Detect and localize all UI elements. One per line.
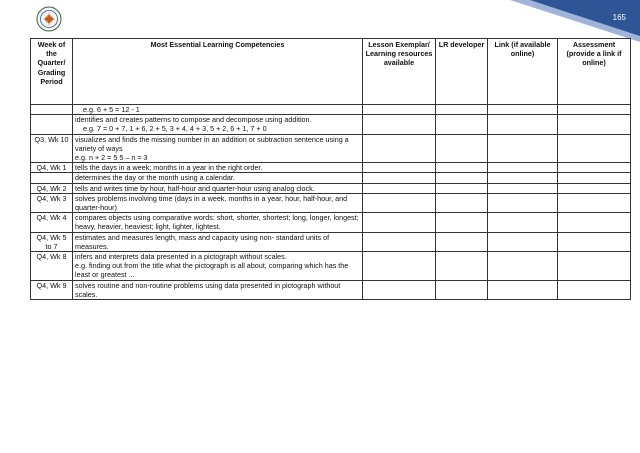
week-cell: Q4, Wk 3	[31, 193, 73, 212]
competency-cell	[73, 134, 363, 163]
week-cell: Q4, Wk 8	[31, 252, 73, 281]
page-number: 165	[612, 13, 626, 22]
competency-example: e.g. finding out from the title what the pictograph is all about, comparing which has the least or greatest ...	[75, 261, 349, 280]
header-week: Week of the Quarter/ Grading Period	[31, 39, 73, 105]
week-cell	[31, 115, 73, 134]
competency-cell: estimates and measures length, mass and capacity using non- standard units of measures.	[73, 232, 363, 251]
table-row	[31, 183, 631, 193]
header-assessment: Assessment (provide a link if online)	[558, 39, 631, 105]
week-cell: Q4, Wk 9	[31, 280, 73, 299]
week-cell: Q4, Wk 5 to 7	[31, 232, 73, 251]
table-row	[31, 232, 631, 251]
table-row	[31, 134, 631, 163]
competency-cell	[73, 252, 363, 281]
competency-cell: determines the day or the month using a calendar.	[73, 173, 363, 183]
competency-cell: tells the days in a week; months in a year in the right order.	[73, 163, 363, 173]
table-row	[31, 252, 631, 281]
competency-cell: solves problems involving time (days in a week, months in a year, hour, half-hour, and quarter-hour)	[73, 193, 363, 212]
table-header-row	[31, 39, 631, 105]
table-row	[31, 280, 631, 299]
header-competencies: Most Essential Learning Competencies	[73, 39, 363, 105]
table-row	[31, 115, 631, 134]
deped-seal-logo	[36, 6, 62, 32]
competency-cell: tells and writes time by hour, half-hour and quarter-hour using analog clock.	[73, 183, 363, 193]
week-cell: Q3, Wk 10	[31, 134, 73, 163]
competency-example: e.g. 7 = 0 + 7, 1 + 6, 2 + 5, 3 + 4, 4 + 3, 5 + 2, 6 + 1, 7 + 0	[83, 124, 267, 134]
week-cell	[31, 105, 73, 115]
competency-text: infers and interprets data presented in a pictograph without scales.	[75, 252, 287, 262]
table-row	[31, 193, 631, 212]
table-row	[31, 213, 631, 232]
header-link: Link (if available online)	[488, 39, 558, 105]
week-cell: Q4, Wk 4	[31, 213, 73, 232]
competency-cell: solves routine and non-routine problems using data presented in pictograph without scales.	[73, 280, 363, 299]
table-row	[31, 173, 631, 183]
competency-cell	[73, 115, 363, 134]
week-cell: Q4, Wk 1	[31, 163, 73, 173]
competency-table	[30, 38, 631, 300]
week-cell	[31, 173, 73, 183]
competency-text: identifies and creates patterns to compose and decompose using addition.	[75, 115, 312, 125]
table-row	[31, 163, 631, 173]
competency-cell	[73, 105, 363, 115]
header-lesson-exemplar: Lesson Exemplar/ Learning resources available	[363, 39, 436, 105]
competency-example: e.g. n + 2 = 5 5 – n = 3	[75, 153, 148, 163]
week-cell: Q4, Wk 2	[31, 183, 73, 193]
table-row	[31, 105, 631, 115]
header-lr-developer: LR developer	[436, 39, 488, 105]
competency-text: visualizes and finds the missing number in an addition or subtraction sentence using a variety of ways	[75, 134, 349, 153]
competency-text: e.g. 6 + 5 = 12 - 1	[83, 105, 140, 114]
competency-cell: compares objects using comparative words: short, shorter, shortest; long, longer, longest; heavy, heavier, heaviest; light, lighter, lightest.	[73, 213, 363, 232]
